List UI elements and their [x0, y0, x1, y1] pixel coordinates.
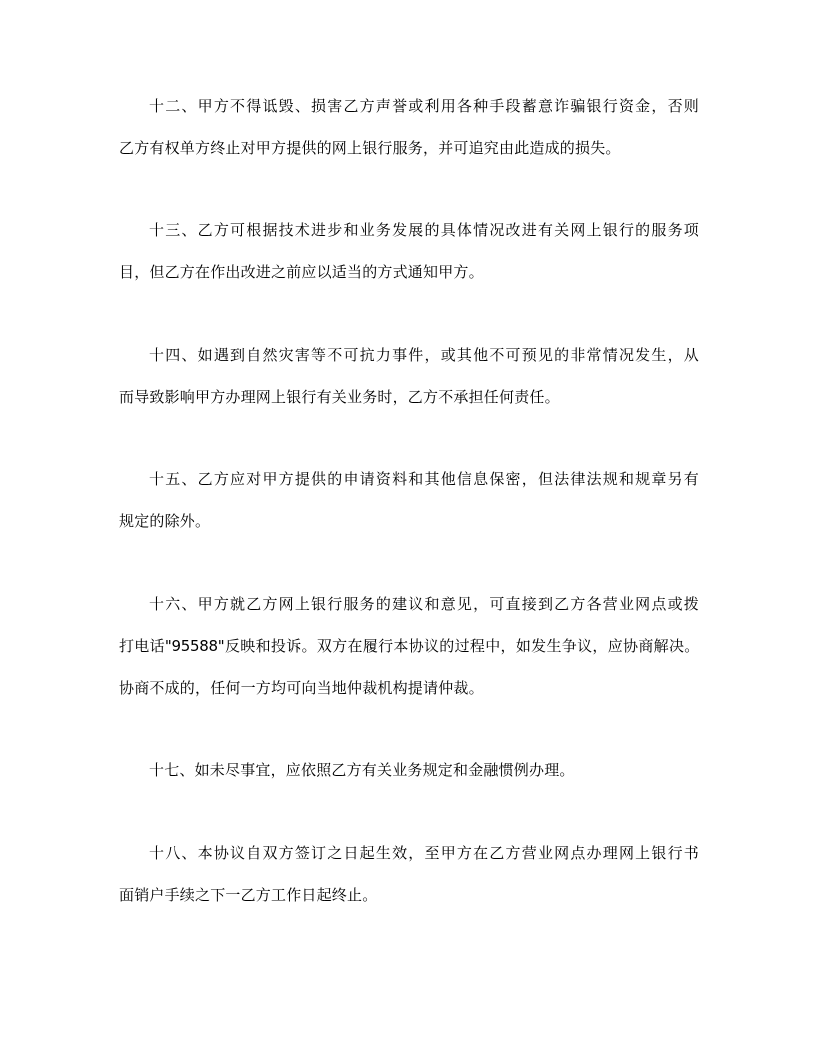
clause-17 [119, 749, 699, 791]
clause-text-line: 规定的除外。 [119, 512, 211, 530]
clause-16 [119, 583, 699, 709]
clause-text-line: 协商不成的，任何一方均可向当地仲裁机构提请仲裁。 [119, 679, 484, 697]
clause-18 [119, 832, 699, 916]
clause-15 [119, 458, 699, 542]
clause-14 [119, 334, 699, 418]
clause-text-line: 十四、如遇到自然灾害等不可抗力事件，或其他不可预见的非常情况发生，从 [149, 346, 699, 364]
clause-text-line: 十八、本协议自双方签订之日起生效，至甲方在乙方营业网点办理网上银行书 [149, 844, 699, 862]
clause-text-line: 十三、乙方可根据技术进步和业务发展的具体情况改进有关网上银行的服务项 [149, 221, 699, 239]
clause-text-line: 目，但乙方在作出改进之前应以适当的方式通知甲方。 [119, 263, 484, 281]
clause-text-line: 而导致影响甲方办理网上银行有关业务时，乙方不承担任何责任。 [119, 388, 560, 406]
clause-text-line: 十五、乙方应对甲方提供的申请资料和其他信息保密，但法律法规和规章另有 [149, 470, 699, 488]
clause-text-line: 打电话"95588"反映和投诉。双方在履行本协议的过程中，如发生争议，应协商解决。 [119, 637, 699, 655]
clause-text-line: 乙方有权单方终止对甲方提供的网上银行服务，并可追究由此造成的损失。 [119, 139, 621, 157]
clause-12 [119, 85, 699, 169]
clause-13 [119, 209, 699, 293]
clause-text-line: 十七、如未尽事宜，应依照乙方有关业务规定和金融惯例办理。 [149, 761, 575, 779]
clause-text-line: 十二、甲方不得诋毁、损害乙方声誉或利用各种手段蓄意诈骗银行资金，否则 [149, 97, 699, 115]
clause-text-line: 面销户手续之下一乙方工作日起终止。 [119, 886, 378, 904]
clause-text-line: 十六、甲方就乙方网上银行服务的建议和意见，可直接到乙方各营业网点或拨 [149, 595, 699, 613]
